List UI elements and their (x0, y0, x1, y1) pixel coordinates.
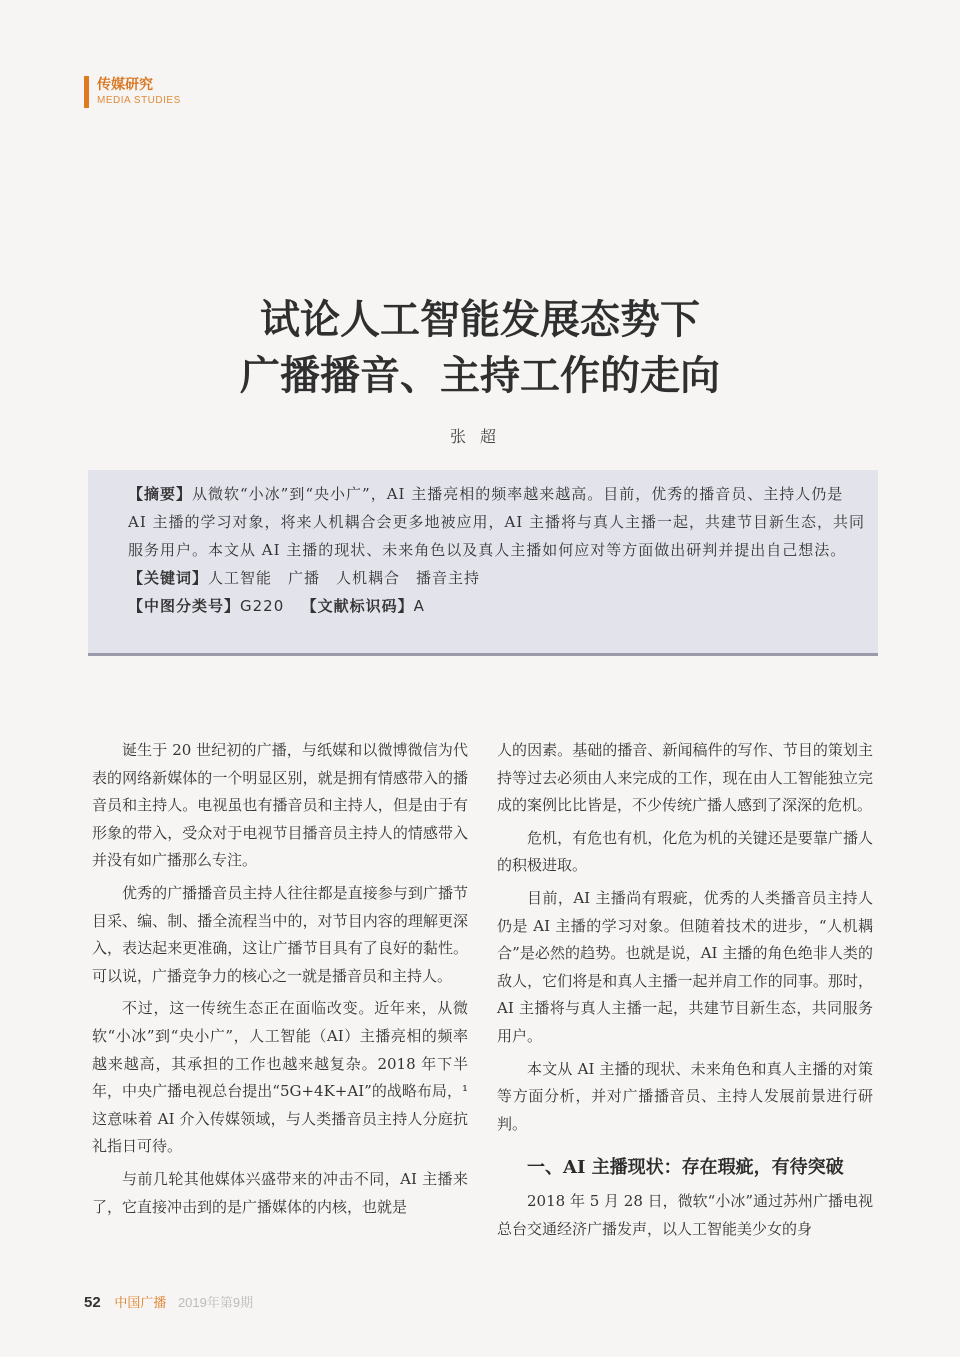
author-name: 张超 (449, 427, 510, 446)
keywords-label: 【关键词】 (128, 569, 209, 587)
keywords-line (100, 564, 866, 592)
abstract-box (88, 470, 878, 656)
magazine-name: 中国广播 (114, 1295, 167, 1310)
abstract-text: 从微软“小冰”到“央小广”，AI 主播亮相的频率越来越高。目前，优秀的播音员、主持人仍是 AI 主播的学习对象，将来人机耦合会更多地被应用，AI 主播将与真人主播一起，共建节目新生态，共同服务用户。本文从 AI 主播的现状、未来角色以及真人主播如何应对等方面做出研判并提出自己想法。 (128, 485, 866, 559)
doc-code-value: A (413, 597, 425, 615)
paragraph: 优秀的广播播音员主持人往往都是直接参与到广播节目采、编、制、播全流程当中的，对节目内容的理解更深入，表达起来更准确，这让广播节目具有了良好的黏性。可以说，广播竞争力的核心之一就是播音员和主持人。 (92, 883, 468, 985)
paragraph: 诞生于 20 世纪初的广播，与纸媒和以微博微信为代表的网络新媒体的一个明显区别，就是拥有情感带入的播音员和主持人。电视虽也有播音员和主持人，但是由于有形象的带入，受众对于电视节目播音员主持人的情感带入并没有如广播那么专注。 (92, 741, 468, 870)
paragraph: 本文从 AI 主播的现状、未来角色和真人主播的对策等方面分析，并对广播播音员、主持人发展前景进行研判。 (497, 1059, 873, 1133)
paragraph-continued: 人的因素。基础的播音、新闻稿件的写作、节目的策划主持等过去必须由人来完成的工作，现在由人工智能独立完成的案例比比皆是，不少传统广播人感到了深深的危机。 (497, 741, 873, 815)
section-name-cn: 传媒研究 (97, 77, 153, 93)
clc-value: G220 (240, 597, 285, 615)
keywords-text: 人工智能 广播 人机耦合 播音主持 (208, 569, 481, 587)
title-line-1: 试论人工智能发展态势下 (260, 296, 700, 343)
page-footer (84, 1292, 253, 1311)
body-column-right (497, 737, 873, 1249)
abstract-label: 【摘要】 (128, 485, 193, 503)
section-name-en: MEDIA STUDIES (97, 95, 181, 106)
paragraph: 目前，AI 主播尚有瑕疵，优秀的人类播音员主持人仍是 AI 主播的学习对象。但随着技术的进步，“人机耦合”是必然的趋势。也就是说，AI 主播的角色绝非人类的敌人，它们将是和真人主播一起并肩工作的同事。那时，AI 主播将与真人主播一起，共建节目新生态，共同服务用户。 (497, 888, 873, 1045)
page-number: 52 (84, 1294, 101, 1311)
paragraph: 危机，有危也有机，化危为机的关键还是要靠广播人的积极进取。 (497, 828, 873, 875)
classification-line (100, 592, 866, 620)
doc-code-label: 【文献标识码】 (301, 597, 414, 615)
paragraph: 不过，这一传统生态正在面临改变。近年来，从微软“小冰”到“央小广”，人工智能（AI）主播亮相的频率越来越高，其承担的工作也越来越复杂。2018 年下半年，中央广播电视总台提出“5G+4K+AI”的战略布局，¹这意味着 AI 介入传媒领域，与人类播音员主持人分庭抗礼指日可待。 (92, 999, 468, 1156)
paragraph: 与前几轮其他媒体兴盛带来的冲击不同，AI 主播来了，它直接冲击到的是广播媒体的内核，也就是 (92, 1169, 468, 1216)
body-column-left (92, 737, 468, 1226)
abstract-paragraph (100, 480, 866, 564)
paragraph: 2018 年 5 月 28 日，微软“小冰”通过苏州广播电视总台交通经济广播发声，以人工智能美少女的身 (497, 1192, 873, 1238)
article-title (0, 292, 960, 404)
issue-label: 2019年第9期 (177, 1295, 254, 1310)
clc-label: 【中图分类号】 (128, 597, 241, 615)
section-header (84, 76, 181, 108)
title-line-2: 广播播音、主持工作的走向 (240, 352, 720, 399)
section-heading: 一、AI 主播现状：存在瑕疵，有待突破 (527, 1157, 844, 1179)
